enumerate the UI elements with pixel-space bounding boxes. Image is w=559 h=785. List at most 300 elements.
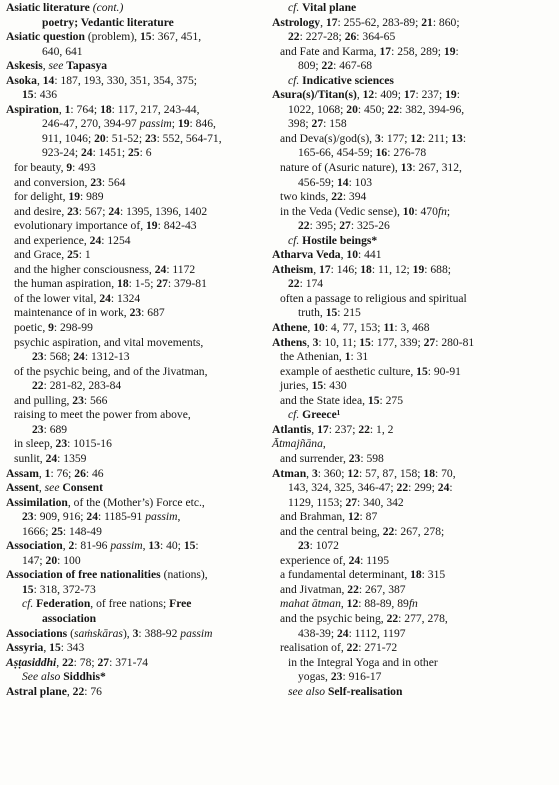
entry-reference-text: : 689 — [43, 422, 68, 436]
entry-reference-text: and the State idea, — [280, 393, 368, 407]
entry-term: Aspiration — [6, 102, 59, 116]
entry-italic-text: See also — [22, 670, 61, 684]
entry-term: 14 — [42, 73, 55, 87]
entry-term: 24 — [80, 146, 93, 160]
entry-reference-text: : 103 — [348, 175, 373, 189]
entry-reference-text: : 211; — [422, 131, 452, 145]
entry-reference-text: : 436 — [33, 88, 58, 102]
index-entry-line — [272, 74, 555, 89]
entry-term: Free — [169, 597, 192, 611]
index-entry-line — [272, 132, 555, 147]
entry-reference-text: , — [307, 321, 314, 335]
index-entry-line — [6, 132, 268, 147]
entry-reference-text: : 382, 394-96, — [399, 102, 465, 116]
entry-reference-text: : 31 — [350, 350, 369, 364]
entry-reference-text: : 860; — [432, 15, 460, 29]
entry-italic-text: fn — [437, 204, 447, 218]
entry-reference-text: : 276-78 — [387, 146, 427, 160]
entry-italic-text: passim — [145, 510, 178, 524]
entry-term: 24 — [154, 262, 167, 276]
index-column-left — [6, 1, 268, 699]
entry-term: 1 — [44, 466, 51, 480]
entry-reference-text: : 51-52; — [105, 131, 145, 145]
entry-reference-text: : — [462, 131, 467, 145]
entry-reference-text: : 394 — [342, 190, 367, 204]
entry-reference-text: : 271-72 — [358, 641, 398, 655]
index-entry-line — [6, 74, 268, 89]
index-entry-line — [272, 1, 555, 16]
entry-reference-text: and surrender, — [280, 451, 349, 465]
index-entry-line — [6, 597, 268, 612]
index-entry-line — [6, 103, 268, 118]
entry-term: Self-realisation — [327, 684, 403, 698]
entry-reference-text: : 78; — [73, 655, 98, 669]
entry-reference-text: : 258, 289; — [391, 44, 444, 58]
entry-term: 26 — [344, 30, 357, 44]
index-entry-line — [6, 437, 268, 452]
entry-reference-text: , — [313, 262, 320, 276]
entry-reference-text: 1129, 1153; — [288, 495, 346, 509]
entry-reference-text: ), — [122, 626, 133, 640]
entry-term: 24 — [437, 481, 450, 495]
index-entry-line — [6, 612, 268, 627]
index-entry-line — [6, 321, 268, 336]
index-entry-line — [272, 437, 555, 452]
entry-term: 24 — [89, 233, 102, 247]
entry-reference-text: : 367, 451, — [151, 30, 202, 44]
index-entry-line — [6, 336, 268, 351]
entry-reference-text: : — [195, 539, 199, 553]
entry-reference-text: : 100 — [57, 553, 81, 567]
entry-reference-text: ( — [67, 626, 74, 640]
entry-reference-text: realisation of, — [280, 641, 347, 655]
index-entry-line — [272, 190, 555, 205]
entry-term: 24 — [86, 510, 99, 524]
entry-term: Askesis — [6, 59, 43, 73]
entry-reference-text: ; — [446, 204, 451, 218]
entry-reference-text: maintenance of in work, — [14, 306, 130, 320]
entry-term: 20 — [45, 553, 58, 567]
entry-reference-text: : 275 — [379, 393, 403, 407]
entry-term: Asiatic question — [6, 30, 85, 44]
entry-reference-text: : 315 — [421, 568, 446, 582]
entry-reference-text: : — [449, 481, 453, 495]
entry-term: 19 — [146, 219, 158, 233]
entry-term: 23 — [32, 350, 44, 364]
entry-term: 19 — [177, 117, 190, 131]
entry-reference-text: : 409; — [374, 88, 404, 102]
entry-reference-text: : 10, 11; — [318, 335, 360, 349]
entry-reference-text: : 564 — [101, 175, 126, 189]
entry-term: 15 — [183, 539, 196, 553]
entry-term: 19 — [68, 190, 81, 204]
entry-term: 14 — [336, 175, 349, 189]
entry-term: 22 — [386, 611, 399, 625]
index-entry-line — [272, 539, 555, 554]
entry-term: 22 — [331, 190, 343, 204]
entry-reference-text: for delight, — [14, 190, 69, 204]
entry-term: Association — [6, 539, 63, 553]
entry-term: 11 — [383, 321, 395, 335]
entry-term: 23 — [129, 306, 142, 320]
entry-reference-text: : 441 — [358, 248, 382, 262]
entry-reference-text: and experience, — [14, 233, 90, 247]
entry-reference-text: : 470 — [414, 204, 438, 218]
entry-reference-text: , of free nations; — [90, 597, 170, 611]
entry-reference-text: juries, — [280, 379, 312, 393]
index-entry-line — [6, 30, 268, 45]
entry-term: 3 — [132, 626, 139, 640]
index-entry-line — [6, 146, 268, 161]
index-entry-line — [272, 525, 555, 540]
index-entry-line — [6, 554, 268, 569]
index-entry-line — [272, 263, 555, 278]
entry-reference-text: : 158 — [323, 117, 347, 131]
entry-term: Association of free nationalities — [6, 568, 161, 582]
entry-term: 27 — [311, 117, 324, 131]
entry-reference-text: : 379-81 — [167, 277, 207, 291]
entry-term: 22 — [358, 422, 370, 436]
entry-term: Vital plane — [302, 1, 357, 14]
entry-reference-text: and Deva(s)/god(s), — [280, 131, 375, 145]
entry-term: Athene — [272, 321, 308, 335]
entry-reference-text: 911, 1046; — [42, 131, 95, 145]
index-entry-line — [6, 205, 268, 220]
index-entry-line — [272, 16, 555, 31]
entry-term: poetry; Vedantic literature — [42, 15, 174, 29]
entry-reference-text: : 1072 — [309, 539, 339, 553]
index-entry-line — [272, 627, 555, 642]
index-entry-line — [272, 146, 555, 161]
entry-reference-text: and Fate and Karma, — [280, 44, 380, 58]
entry-term: 22 — [62, 655, 74, 669]
entry-reference-text: : 187, 193, 330, 351, 354, 375; — [54, 73, 197, 87]
entry-term: Indicative sciences — [302, 73, 394, 87]
entry-reference-text: and the central being, — [280, 524, 383, 538]
entry-term: 15 — [359, 335, 371, 349]
index-entry-line — [272, 219, 555, 234]
entry-reference-text: : 117, 217, 243-44, — [111, 102, 200, 116]
entry-term: 9 — [48, 321, 54, 335]
entry-reference-text: , — [38, 466, 45, 480]
entry-term: 13 — [148, 539, 160, 553]
index-entry-line — [272, 176, 555, 191]
index-entry-line — [6, 45, 268, 60]
entry-italic-text: passim — [180, 626, 213, 640]
entry-reference-text: : 360; — [317, 466, 348, 480]
entry-reference-text: nature of (Asuric nature), — [280, 161, 401, 175]
entry-reference-text: : 989 — [80, 190, 104, 204]
entry-reference-text: 640, 641 — [42, 44, 83, 58]
entry-term: Atlantis — [272, 422, 312, 436]
entry-reference-text: : 467-68 — [333, 59, 373, 73]
index-entry-line — [6, 117, 268, 132]
entry-reference-text: : 364-65 — [356, 30, 396, 44]
entry-term: Associations — [6, 626, 68, 640]
entry-reference-text: : 1015-16 — [67, 437, 112, 451]
entry-reference-text: : 76 — [84, 684, 102, 698]
entry-reference-text: , — [177, 510, 181, 524]
index-entry-line — [272, 365, 555, 380]
entry-reference-text: : 1185-91 — [98, 510, 146, 524]
entry-term: 23 — [67, 204, 79, 218]
entry-reference-text: : 177; — [380, 131, 411, 145]
entry-reference-text: : 1312-13 — [84, 350, 130, 364]
index-entry-line — [272, 394, 555, 409]
entry-italic-text: see — [48, 59, 64, 73]
entry-reference-text: : 1195 — [360, 553, 390, 567]
entry-reference-text: , — [38, 481, 45, 495]
index-entry-line — [272, 612, 555, 627]
entry-reference-text: 438-39; — [298, 626, 337, 640]
entry-reference-text: : 4, 77, 153; — [324, 321, 384, 335]
entry-reference-text: : 277, 278, — [398, 611, 448, 625]
entry-reference-text: : 343 — [60, 641, 85, 655]
index-entry-line — [272, 117, 555, 132]
index-entry-line — [6, 583, 268, 598]
index-entry-line — [6, 656, 268, 671]
entry-reference-text: : 1324 — [110, 291, 141, 305]
entry-term: 22 — [346, 641, 359, 655]
entry-term: 17 — [325, 15, 338, 29]
index-entry-line — [272, 423, 555, 438]
entry-reference-text: : 688; — [424, 262, 451, 276]
index-entry-line — [272, 452, 555, 467]
entry-term: 19 — [445, 88, 457, 102]
index-entry-line — [272, 685, 555, 700]
index-entry-line — [6, 176, 268, 191]
entry-reference-text: : 267, 312, — [412, 161, 462, 175]
entry-reference-text: of the lower vital, — [14, 291, 100, 305]
entry-reference-text: example of aesthetic culture, — [280, 364, 417, 378]
entry-term: 3 — [311, 466, 318, 480]
entry-reference-text: : 568; — [43, 350, 74, 364]
index-entry-line — [272, 88, 555, 103]
entry-reference-text: : 3, 468 — [394, 321, 430, 335]
entry-reference-text: , — [340, 597, 347, 611]
index-entry-line — [272, 248, 555, 263]
entry-reference-text: : 11, 12; — [371, 262, 413, 276]
entry-term: 23 — [348, 451, 361, 465]
entry-reference-text: psychic aspiration, and vital movements, — [14, 335, 204, 349]
entry-reference-text: 1666; — [22, 524, 52, 538]
entry-term: 26 — [74, 466, 86, 480]
index-entry-line — [6, 277, 268, 292]
index-entry-line — [272, 321, 555, 336]
index-entry-line — [6, 365, 268, 380]
entry-reference-text: : 846, — [189, 117, 216, 131]
index-entry-line — [6, 408, 268, 423]
entry-reference-text: yogas, — [298, 670, 331, 684]
entry-reference-text: : 916-17 — [342, 670, 382, 684]
index-entry-line — [6, 685, 268, 700]
entry-reference-text: : 842-43 — [157, 219, 197, 233]
index-entry-line — [6, 627, 268, 642]
entry-reference-text: : 46 — [85, 466, 104, 480]
entry-reference-text: 147; — [22, 553, 46, 567]
entry-term: 23 — [298, 539, 310, 553]
entry-reference-text: : 552, 564-71, — [156, 131, 222, 145]
entry-reference-text: : 267, 387 — [358, 582, 406, 596]
entry-reference-text: : 237; — [415, 88, 446, 102]
entry-term: Astrology — [272, 15, 321, 29]
entry-reference-text: : 371-74 — [109, 655, 149, 669]
index-entry-line — [272, 292, 555, 307]
index-entry-line — [6, 190, 268, 205]
entry-term: 15 — [22, 88, 34, 102]
entry-term: 20 — [346, 102, 358, 116]
entry-term: 24 — [336, 626, 349, 640]
entry-reference-text: : 88-89, 89 — [358, 597, 409, 611]
entry-term: 12 — [347, 510, 360, 524]
index-entry-line — [272, 45, 555, 60]
entry-reference-text: : 267, 278; — [394, 524, 445, 538]
entry-term: Federation — [36, 597, 91, 611]
entry-reference-text: , — [311, 422, 318, 436]
entry-reference-text: : 493 — [72, 161, 96, 175]
entry-reference-text: sunlit, — [14, 451, 46, 465]
index-entry-line — [6, 161, 268, 176]
entry-reference-text: : 450; — [357, 102, 388, 116]
entry-term: Asura(s)/Titan(s) — [272, 88, 357, 102]
entry-reference-text: : 90-91 — [427, 364, 461, 378]
entry-reference-text: : 280-81 — [435, 335, 475, 349]
entry-reference-text: : 1254 — [101, 233, 131, 247]
entry-term: 17 — [319, 262, 331, 276]
entry-italic-text: fn — [408, 597, 418, 611]
entry-term: 22 — [382, 524, 395, 538]
index-entry-line — [272, 510, 555, 525]
index-entry-line — [6, 16, 268, 31]
entry-term: Assyria — [6, 641, 44, 655]
entry-term: 22 — [288, 277, 300, 291]
entry-italic-text: cf. — [288, 233, 300, 247]
entry-italic-text: saṁskāras — [73, 626, 123, 640]
entry-reference-text: : 1112, 1197 — [348, 626, 406, 640]
index-entry-line — [272, 277, 555, 292]
entry-term: 24 — [108, 204, 120, 218]
index-entry-line — [272, 568, 555, 583]
index-entry-line — [272, 379, 555, 394]
index-column-right — [272, 1, 555, 699]
entry-term: 18 — [360, 262, 372, 276]
entry-term: 9 — [66, 161, 73, 175]
index-entry-line — [272, 496, 555, 511]
entry-term: 23 — [90, 175, 102, 189]
entry-reference-text: : 1172 — [166, 262, 196, 276]
entry-term: 24 — [73, 350, 85, 364]
entry-term: Siddhis* — [63, 670, 106, 684]
entry-reference-text: : 318, 372-73 — [33, 582, 96, 596]
entry-reference-text: : 237; — [328, 422, 359, 436]
entry-reference-text: : 764; — [70, 102, 101, 116]
entry-reference-text: : 1359 — [57, 451, 87, 465]
entry-term: 15 — [367, 393, 380, 407]
entry-reference-text: poetic, — [14, 321, 49, 335]
entry-reference-text: : 177, 339; — [370, 335, 424, 349]
entry-reference-text: : 87 — [359, 510, 378, 524]
index-entry-line — [6, 481, 268, 496]
entry-reference-text: : 566 — [83, 393, 108, 407]
entry-reference-text: : 325-26 — [350, 219, 390, 233]
index-entry-line — [6, 467, 268, 482]
entry-term: 22 — [32, 379, 44, 393]
entry-term: 20 — [94, 131, 106, 145]
entry-term: 15 — [139, 30, 152, 44]
entry-term: 23 — [72, 393, 84, 407]
entry-reference-text: : 76; — [50, 466, 75, 480]
entry-italic-text: see — [44, 481, 60, 495]
index-entry-line — [6, 1, 268, 16]
entry-term: 18 — [117, 277, 129, 291]
index-entry-line — [272, 336, 555, 351]
entry-reference-text: 923-24; — [42, 146, 81, 160]
entry-term: 15 — [311, 379, 324, 393]
entry-italic-text: cf. — [22, 597, 34, 611]
entry-reference-text: , — [42, 59, 49, 73]
entry-reference-text: : 687 — [141, 306, 165, 320]
entry-term: Assimilation — [6, 495, 68, 509]
entry-term: Assam — [6, 466, 39, 480]
index-entry-line — [6, 379, 268, 394]
entry-term: Athens — [272, 335, 307, 349]
entry-term: 25 — [67, 248, 79, 262]
entry-term: Atheism — [272, 262, 314, 276]
entry-italic-text: cf. — [288, 1, 300, 14]
entry-reference-text: : 909, 916; — [33, 510, 87, 524]
entry-reference-text: : 281-82, 283-84 — [43, 379, 122, 393]
entry-term: Asoka — [6, 73, 37, 87]
entry-reference-text: : 215 — [337, 306, 361, 320]
entry-italic-text: Ātmajñāna — [272, 437, 323, 451]
entry-reference-text: : 1 — [78, 248, 91, 262]
entry-reference-text: two kinds, — [280, 190, 332, 204]
entry-term: 15 — [49, 641, 61, 655]
entry-reference-text: 456-59; — [298, 175, 337, 189]
entry-reference-text: : 430 — [323, 379, 347, 393]
entry-reference-text: : 388-92 — [138, 626, 181, 640]
entry-reference-text: and desire, — [14, 204, 68, 218]
entry-reference-text: : 6 — [139, 146, 152, 160]
entry-reference-text: : 174 — [299, 277, 324, 291]
entry-reference-text: 246-47, 270, 394-97 — [42, 117, 140, 131]
entry-term: 3 — [374, 131, 381, 145]
entry-term: 17 — [403, 88, 416, 102]
entry-reference-text: , — [43, 641, 50, 655]
entry-reference-text: : 1-5; — [128, 277, 157, 291]
entry-reference-text: 165-66, 454-59; — [298, 146, 376, 160]
entry-reference-text: : 255-62, 283-89; — [337, 15, 422, 29]
entry-term: 15 — [22, 582, 34, 596]
entry-reference-text: and conversion, — [14, 175, 91, 189]
index-entry-line — [6, 59, 268, 74]
entry-term: Astral plane — [6, 684, 67, 698]
index-entry-line — [272, 30, 555, 45]
index-entry-line — [272, 597, 555, 612]
index-entry-line — [6, 88, 268, 103]
index-entry-line — [6, 568, 268, 583]
index-entry-line — [272, 467, 555, 482]
entry-reference-text: : 1395, 1396, 1402 — [119, 204, 208, 218]
index-entry-line — [6, 452, 268, 467]
entry-reference-text: , of the (Mother’s) Force etc., — [67, 495, 205, 509]
entry-reference-text: : 395; — [309, 219, 340, 233]
entry-term: 18 — [100, 102, 112, 116]
index-entry-line — [272, 408, 555, 423]
entry-term: 19 — [443, 44, 456, 58]
entry-reference-text: : 81-96 — [74, 539, 111, 553]
entry-term: Atman — [272, 466, 307, 480]
